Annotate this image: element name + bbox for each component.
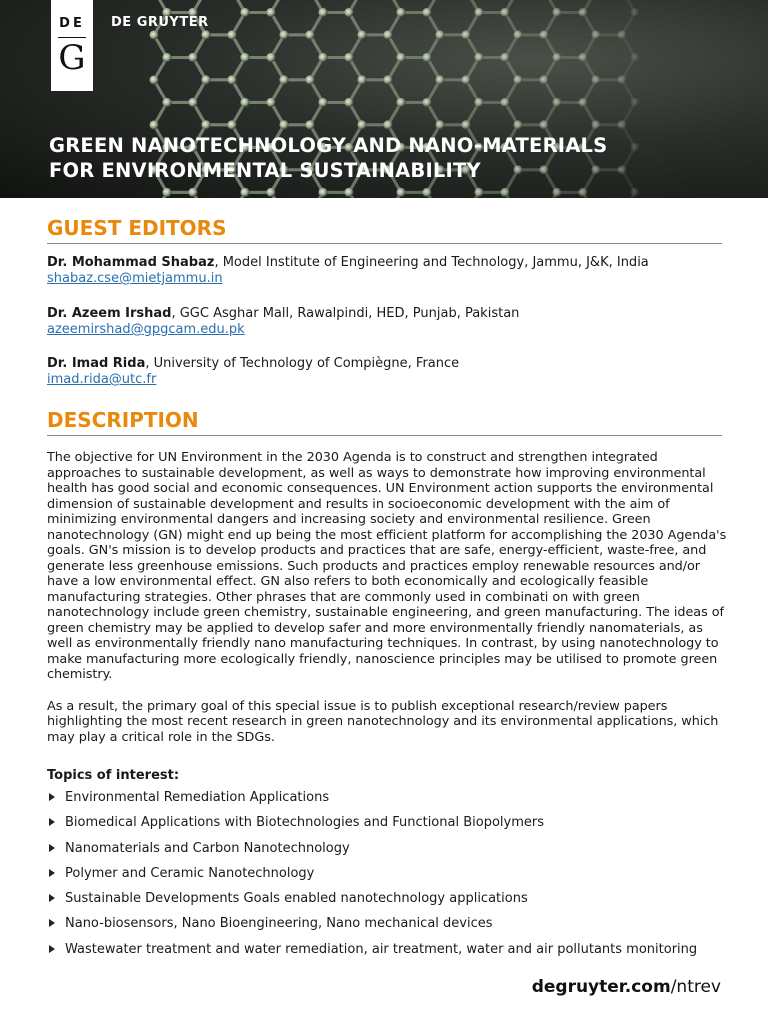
mesh-atom — [475, 8, 484, 17]
header-banner — [0, 0, 768, 198]
mesh-atom — [423, 53, 432, 62]
mesh-atom — [384, 75, 393, 84]
mesh-atom — [475, 188, 484, 197]
mesh-atom — [267, 188, 276, 197]
triangle-bullet-icon — [49, 844, 55, 852]
de-gruyter-logo[interactable] — [51, 0, 93, 91]
mesh-atom — [319, 188, 328, 197]
logo-de-text: DE — [59, 16, 85, 31]
triangle-bullet-icon — [49, 793, 55, 801]
mesh-atom — [241, 53, 250, 62]
triangle-bullet-icon — [49, 945, 55, 953]
mesh-atom — [306, 120, 315, 129]
description-body — [47, 450, 727, 761]
editor-affiliation: , Model Institute of Engineering and Technology, Jammu, J&K, India — [214, 255, 649, 270]
mesh-atom — [306, 75, 315, 84]
mesh-atom — [397, 188, 406, 197]
mesh-atom — [553, 8, 562, 17]
mesh-atom — [631, 53, 640, 62]
title-line-2: FOR ENVIRONMENTAL SUSTAINABILITY — [49, 159, 481, 182]
mesh-atom — [319, 98, 328, 107]
mesh-atom — [384, 120, 393, 129]
topic-text: Biomedical Applications with Biotechnologies and Functional Biopolymers — [65, 815, 544, 831]
editor-email-link[interactable]: azeemirshad@gpgcam.edu.pk — [47, 322, 245, 337]
mesh-atom — [423, 98, 432, 107]
mesh-atom — [631, 188, 640, 197]
mesh-atom — [631, 98, 640, 107]
page-title — [49, 133, 689, 183]
triangle-bullet-icon — [49, 919, 55, 927]
editor-line — [47, 356, 727, 372]
topics-label: Topics of interest: — [47, 768, 180, 783]
mesh-atom — [618, 120, 627, 129]
triangle-bullet-icon — [49, 894, 55, 902]
topic-text: Polymer and Ceramic Nanotechnology — [65, 865, 315, 881]
mesh-atom — [228, 30, 237, 39]
description-heading: DESCRIPTION — [47, 408, 199, 432]
topic-text: Sustainable Developments Goals enabled nanotechnology applications — [65, 891, 528, 907]
title-line-1: GREEN NANOTECHNOLOGY AND NANO-MATERIALS — [49, 134, 608, 157]
mesh-atom — [423, 8, 432, 17]
mesh-atom — [150, 75, 159, 84]
mesh-atom — [267, 98, 276, 107]
logo-g-text: G — [58, 38, 86, 78]
mesh-atom — [514, 75, 523, 84]
mesh-atom — [475, 98, 484, 107]
topic-item — [47, 916, 737, 941]
mesh-atom — [618, 30, 627, 39]
mesh-atom — [163, 98, 172, 107]
mesh-atom — [384, 30, 393, 39]
editor-entry — [47, 356, 727, 388]
editor-line — [47, 306, 727, 322]
mesh-atom — [228, 120, 237, 129]
mesh-atom — [462, 30, 471, 39]
mesh-atom — [631, 8, 640, 17]
mesh-atom — [202, 75, 211, 84]
mesh-atom — [202, 120, 211, 129]
mesh-atom — [241, 188, 250, 197]
mesh-atom — [163, 188, 172, 197]
topic-text: Nanomaterials and Carbon Nanotechnology — [65, 840, 350, 856]
publisher-name: DE GRUYTER — [111, 15, 209, 30]
mesh-atom — [553, 53, 562, 62]
guest-editors-heading: GUEST EDITORS — [47, 216, 227, 240]
mesh-atom — [241, 8, 250, 17]
mesh-atom — [592, 75, 601, 84]
mesh-atom — [358, 75, 367, 84]
mesh-atom — [163, 53, 172, 62]
topic-text: Wastewater treatment and water remediation, air treatment, water and air pollutants monitoring — [65, 941, 698, 957]
mesh-atom — [579, 188, 588, 197]
mesh-atom — [241, 98, 250, 107]
mesh-atom — [462, 120, 471, 129]
mesh-atom — [436, 75, 445, 84]
guest-editors-heading-block — [47, 215, 722, 244]
mesh-atom — [501, 188, 510, 197]
mesh-atom — [553, 188, 562, 197]
mesh-atom — [358, 30, 367, 39]
mesh-atom — [514, 120, 523, 129]
mesh-atom — [189, 53, 198, 62]
mesh-atom — [345, 53, 354, 62]
mesh-atom — [436, 30, 445, 39]
topic-text: Nano-biosensors, Nano Bioengineering, Nano mechanical devices — [65, 916, 493, 932]
description-heading-block — [47, 407, 722, 436]
mesh-atom — [436, 120, 445, 129]
topic-item — [47, 866, 737, 891]
mesh-atom — [579, 53, 588, 62]
editor-affiliation: , University of Technology of Compiègne, France — [145, 356, 460, 371]
topic-text: Environmental Remediation Applications — [65, 790, 330, 805]
mesh-atom — [150, 120, 159, 129]
mesh-atom — [189, 98, 198, 107]
mesh-atom — [319, 8, 328, 17]
mesh-atom — [501, 98, 510, 107]
mesh-atom — [462, 75, 471, 84]
mesh-atom — [397, 8, 406, 17]
mesh-atom — [501, 8, 510, 17]
mesh-atom — [540, 120, 549, 129]
mesh-atom — [397, 53, 406, 62]
editor-email-link[interactable]: shabaz.cse@mietjammu.in — [47, 271, 223, 286]
mesh-atom — [267, 53, 276, 62]
description-paragraph-1: The objective for UN Environment in the 2030 Agenda is to construct and strengthen integrated approaches to sustainable development, as well as ways to demonstrate how improving environmental health has good social and economic consequences. UN Environment action supports the environmental dimension of sustainable development and results in socioeconomic development with the aim of minimizing environmental dangers and increasing society and environmental resilience. Green nanotechnology (GN) might end up being the most efficient platform for accomplishing the 2030 Agenda's goals. GN's mission is to develop products and practices that are safe, energy-efficient, waste-free, and generate less greenhouse emissions. Such products and practices employ renewable resources and/or have a low environmental effect. GN also refers to both economically and ecologically feasible manufacturing strategies. Other phrases that are commonly used in combinati on with green nanotechnology include green chemistry, sustainable engineering, and green manufacturing. The ideas of green chemistry may be applied to develop safer and more environmentally friendly nanomaterials, as well as environmentally friendly nano manufacturing techniques. In contrast, by using nanotechnology to make manufacturing more ecologically friendly, nanoscience principles may be utilised to promote green chemistry. — [47, 450, 727, 682]
editor-name: Dr. Azeem Irshad — [47, 306, 172, 321]
mesh-atom — [358, 120, 367, 129]
editor-email-link[interactable]: imad.rida@utc.fr — [47, 372, 157, 387]
editor-name: Dr. Imad Rida — [47, 356, 146, 371]
mesh-atom — [579, 8, 588, 17]
mesh-atom — [501, 53, 510, 62]
mesh-atom — [202, 30, 211, 39]
editor-entry — [47, 306, 727, 338]
mesh-atom — [540, 30, 549, 39]
topic-item — [47, 790, 737, 815]
editor-line — [47, 255, 727, 271]
mesh-atom — [319, 53, 328, 62]
mesh-atom — [345, 188, 354, 197]
mesh-atom — [475, 53, 484, 62]
mesh-atom — [280, 30, 289, 39]
mesh-atom — [267, 8, 276, 17]
mesh-atom — [553, 98, 562, 107]
triangle-bullet-icon — [49, 818, 55, 826]
footer-url-path: /ntrev — [670, 977, 721, 997]
mesh-atom — [397, 98, 406, 107]
editor-name: Dr. Mohammad Shabaz — [47, 255, 215, 270]
mesh-atom — [540, 75, 549, 84]
topic-item — [47, 815, 737, 840]
footer-url-domain: degruyter.com — [531, 977, 671, 997]
mesh-atom — [306, 30, 315, 39]
footer-url-link[interactable] — [532, 977, 721, 997]
mesh-atom — [228, 75, 237, 84]
mesh-atom — [280, 120, 289, 129]
mesh-atom — [514, 30, 523, 39]
topic-item — [47, 891, 737, 916]
editor-entry — [47, 255, 727, 287]
mesh-atom — [345, 8, 354, 17]
topics-list — [47, 790, 737, 967]
mesh-atom — [592, 30, 601, 39]
editor-affiliation: , GGC Asghar Mall, Rawalpindi, HED, Punjab, Pakistan — [171, 306, 520, 321]
mesh-atom — [150, 30, 159, 39]
description-paragraph-2: As a result, the primary goal of this special issue is to publish exceptional research/review papers highlighting the most recent research in green nanotechnology and its environmental applications, which may play a critical role in the SDGs. — [47, 698, 719, 745]
mesh-atom — [280, 75, 289, 84]
topic-item — [47, 841, 737, 866]
mesh-atom — [345, 98, 354, 107]
mesh-atom — [592, 120, 601, 129]
mesh-atom — [618, 75, 627, 84]
topic-item — [47, 942, 737, 967]
mesh-atom — [423, 188, 432, 197]
triangle-bullet-icon — [49, 869, 55, 877]
mesh-atom — [189, 188, 198, 197]
mesh-atom — [579, 98, 588, 107]
